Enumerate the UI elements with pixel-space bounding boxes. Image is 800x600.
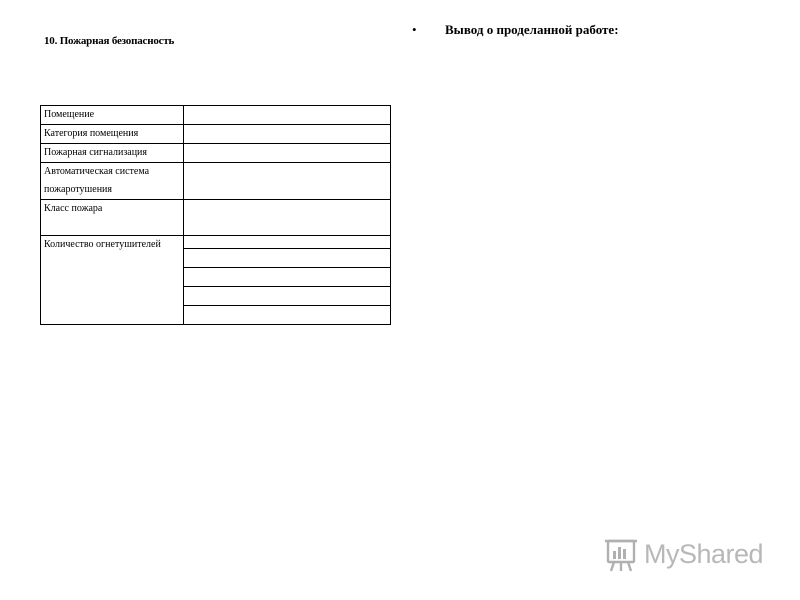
table-row <box>41 144 391 163</box>
row-value <box>184 287 391 306</box>
table-row <box>41 236 391 249</box>
row-label: Количество огнетушителей <box>41 236 184 325</box>
row-value <box>184 249 391 268</box>
watermark-text: MyShared <box>644 539 764 569</box>
row-label: Пожарная сигнализация <box>41 144 184 163</box>
presentation-board-icon <box>604 536 640 574</box>
row-label: Автоматическая система пожаротушения <box>41 163 184 200</box>
table-row <box>41 163 391 200</box>
table-row <box>41 200 391 236</box>
row-value <box>184 306 391 325</box>
table-row <box>41 125 391 144</box>
row-value <box>184 106 391 125</box>
section-title: 10. Пожарная безопасность <box>44 35 175 47</box>
row-label: Класс пожара <box>41 200 184 236</box>
row-value <box>184 268 391 287</box>
bullet-icon: • <box>412 22 417 37</box>
row-value <box>184 236 391 249</box>
row-label: Категория помещения <box>41 125 184 144</box>
conclusion-label: Вывод о проделанной работе: <box>445 22 619 37</box>
row-value <box>184 125 391 144</box>
row-value <box>184 144 391 163</box>
table-row <box>41 106 391 125</box>
row-value <box>184 163 391 200</box>
watermark-logo <box>604 536 769 574</box>
fire-safety-table <box>40 105 391 325</box>
row-label: Помещение <box>41 106 184 125</box>
row-value <box>184 200 391 236</box>
